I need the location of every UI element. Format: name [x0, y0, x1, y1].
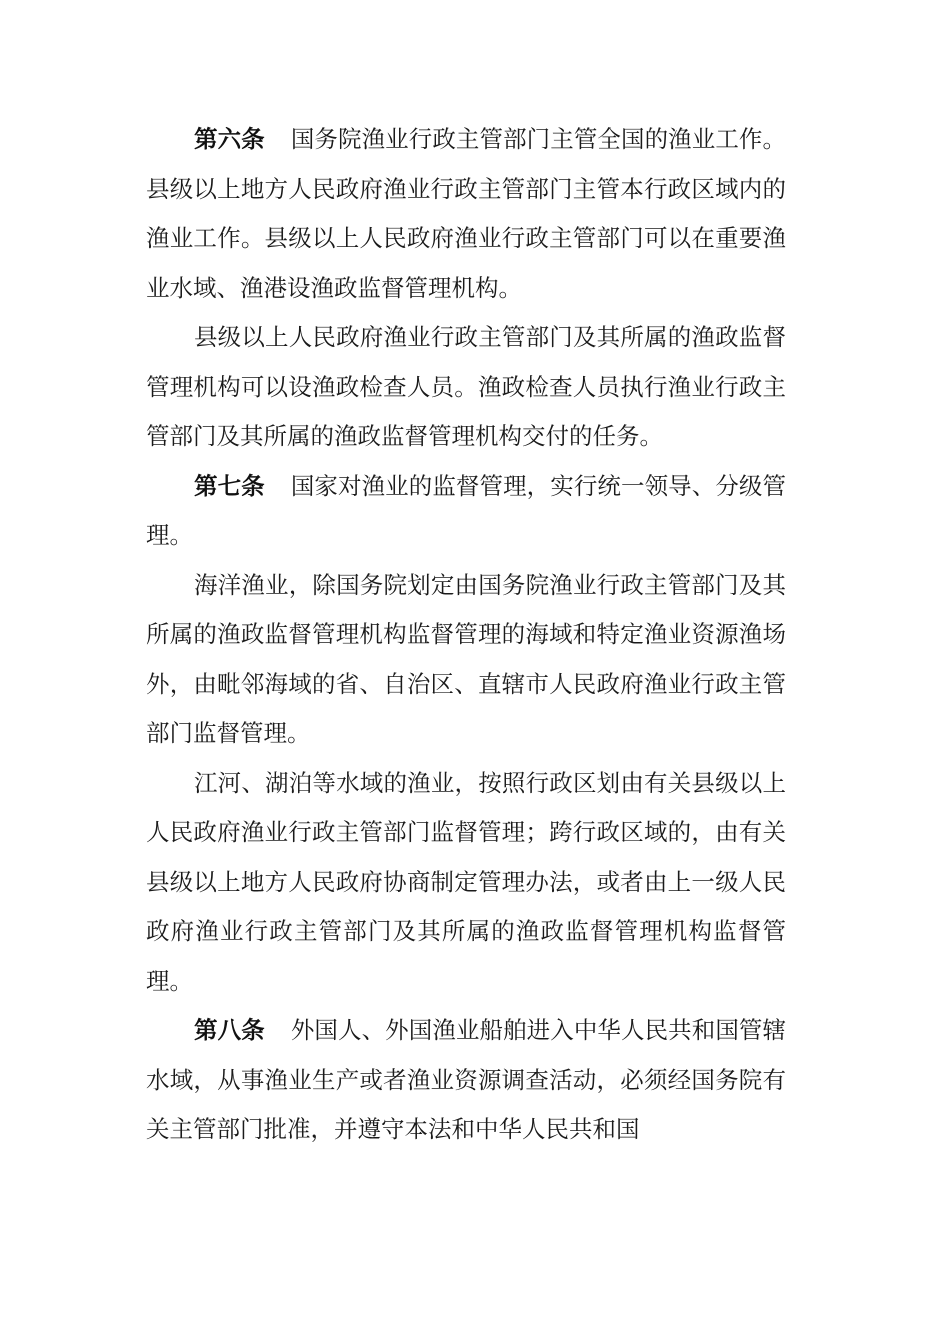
document-body — [146, 115, 786, 1155]
article-6-paragraph-2 — [146, 313, 786, 462]
article-6-text-2: 县级以上人民政府渔业行政主管部门及其所属的渔政监督管理机构可以设渔政检查人员。渔政检查人员执行渔业行政主管部门及其所属的渔政监督管理机构交付的任务。 — [146, 323, 786, 450]
article-7-paragraph-2 — [146, 561, 786, 759]
article-7-text-2: 海洋渔业，除国务院划定由国务院渔业行政主管部门及其所属的渔政监督管理机构监督管理的海域和特定渔业资源渔场外，由毗邻海域的省、自治区、直辖市人民政府渔业行政主管部门监督管理。 — [146, 570, 786, 747]
article-6-paragraph — [146, 115, 786, 313]
article-8-heading: 第八条 — [194, 1016, 265, 1044]
article-7-text-3: 江河、湖泊等水域的渔业，按照行政区划由有关县级以上人民政府渔业行政主管部门监督管理；跨行政区域的，由有关县级以上地方人民政府协商制定管理办法，或者由上一级人民政府渔业行政主管部门及其所属的渔政监督管理机构监督管理。 — [146, 768, 786, 995]
article-7-heading: 第七条 — [194, 471, 265, 500]
article-8-text: 外国人、外国渔业船舶进入中华人民共和国管辖水域，从事渔业生产或者渔业资源调查活动，必须经国务院有关主管部门批准，并遵守本法和中华人民共和国 — [146, 1016, 786, 1143]
article-7-text: 国家对渔业的监督管理，实行统一领导、分级管理。 — [146, 471, 786, 549]
article-7-paragraph — [146, 462, 786, 561]
article-7-paragraph-3 — [146, 759, 786, 1007]
article-6-heading: 第六条 — [194, 125, 265, 153]
article-8-paragraph — [146, 1006, 786, 1155]
article-6-text: 国务院渔业行政主管部门主管全国的渔业工作。县级以上地方人民政府渔业行政主管部门主管本行政区域内的渔业工作。县级以上人民政府渔业行政主管部门可以在重要渔业水域、渔港设渔政监督管理机构。 — [146, 125, 786, 302]
